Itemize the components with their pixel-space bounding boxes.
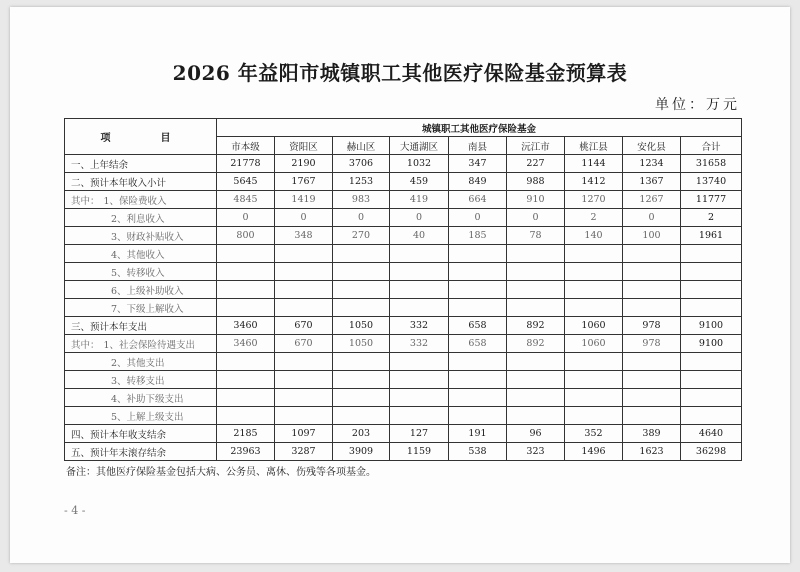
row-label xyxy=(65,227,217,245)
total-cell: 31658 xyxy=(681,155,742,173)
value-cell: 892 xyxy=(507,335,565,353)
value-cell: 1060 xyxy=(565,335,623,353)
value-cell xyxy=(275,407,333,425)
total-cell: 9100 xyxy=(681,335,742,353)
value-cell: 4845 xyxy=(217,191,275,209)
value-cell xyxy=(623,389,681,407)
value-cell: 227 xyxy=(507,155,565,173)
row-label xyxy=(65,389,217,407)
page-title: 2026 年益阳市城镇职工其他医疗保险基金预算表 xyxy=(172,61,628,85)
value-cell: 910 xyxy=(507,191,565,209)
unit-label: 单位：万元 xyxy=(655,97,740,113)
total-cell xyxy=(681,299,742,317)
value-cell: 1050 xyxy=(333,317,390,335)
total-cell xyxy=(681,389,742,407)
total-cell xyxy=(681,407,742,425)
value-cell xyxy=(390,263,449,281)
value-cell: 459 xyxy=(390,173,449,191)
value-cell xyxy=(275,299,333,317)
value-cell: 203 xyxy=(333,425,390,443)
row-label xyxy=(65,155,217,173)
value-cell: 140 xyxy=(565,227,623,245)
value-cell: 978 xyxy=(623,317,681,335)
value-cell xyxy=(565,281,623,299)
value-cell: 1367 xyxy=(623,173,681,191)
total-cell: 11777 xyxy=(681,191,742,209)
value-cell: 0 xyxy=(217,209,275,227)
value-cell xyxy=(275,371,333,389)
value-cell: 0 xyxy=(449,209,507,227)
value-cell: 988 xyxy=(507,173,565,191)
value-cell xyxy=(507,299,565,317)
value-cell: 419 xyxy=(390,191,449,209)
row-name: 2、其他支出 xyxy=(111,357,165,369)
value-cell xyxy=(565,263,623,281)
row-label xyxy=(65,443,217,461)
column-header: 大通湖区 xyxy=(390,137,449,155)
value-cell xyxy=(565,407,623,425)
value-cell xyxy=(507,407,565,425)
value-cell: 658 xyxy=(449,335,507,353)
value-cell: 1097 xyxy=(275,425,333,443)
value-cell: 323 xyxy=(507,443,565,461)
column-header: 合计 xyxy=(681,137,742,155)
value-cell: 332 xyxy=(390,317,449,335)
value-cell xyxy=(275,389,333,407)
table-row xyxy=(65,173,742,191)
value-cell xyxy=(623,245,681,263)
value-cell xyxy=(623,263,681,281)
value-cell: 1496 xyxy=(565,443,623,461)
value-cell: 0 xyxy=(507,209,565,227)
column-header: 桃江县 xyxy=(565,137,623,155)
total-cell: 36298 xyxy=(681,443,742,461)
total-cell: 2 xyxy=(681,209,742,227)
row-name: 一、上年结余 xyxy=(71,159,129,171)
value-cell xyxy=(623,353,681,371)
value-cell xyxy=(217,299,275,317)
value-cell: 664 xyxy=(449,191,507,209)
value-cell xyxy=(333,389,390,407)
value-cell: 0 xyxy=(623,209,681,227)
value-cell: 1267 xyxy=(623,191,681,209)
table-row xyxy=(65,353,742,371)
row-name: 5、上解上级支出 xyxy=(111,411,184,423)
value-cell: 670 xyxy=(275,335,333,353)
table-row xyxy=(65,443,742,461)
value-cell: 1234 xyxy=(623,155,681,173)
value-cell: 3460 xyxy=(217,317,275,335)
value-cell xyxy=(507,281,565,299)
value-cell: 270 xyxy=(333,227,390,245)
table-row xyxy=(65,281,742,299)
value-cell: 21778 xyxy=(217,155,275,173)
value-cell: 23963 xyxy=(217,443,275,461)
value-cell: 191 xyxy=(449,425,507,443)
value-cell xyxy=(507,371,565,389)
total-cell: 4640 xyxy=(681,425,742,443)
value-cell xyxy=(333,299,390,317)
value-cell xyxy=(507,245,565,263)
value-cell: 3909 xyxy=(333,443,390,461)
table-row xyxy=(65,191,742,209)
row-label xyxy=(65,173,217,191)
value-cell: 1060 xyxy=(565,317,623,335)
value-cell xyxy=(623,299,681,317)
table-row xyxy=(65,389,742,407)
column-header: 南县 xyxy=(449,137,507,155)
value-cell: 849 xyxy=(449,173,507,191)
total-cell xyxy=(681,353,742,371)
value-cell xyxy=(333,263,390,281)
value-cell: 389 xyxy=(623,425,681,443)
value-cell: 2190 xyxy=(275,155,333,173)
row-prefix: 其中： xyxy=(71,339,100,351)
value-cell: 1767 xyxy=(275,173,333,191)
value-cell: 1623 xyxy=(623,443,681,461)
column-header: 沅江市 xyxy=(507,137,565,155)
value-cell xyxy=(449,263,507,281)
table-row xyxy=(65,227,742,245)
value-cell xyxy=(565,389,623,407)
value-cell xyxy=(565,353,623,371)
value-cell: 1412 xyxy=(565,173,623,191)
column-header: 赫山区 xyxy=(333,137,390,155)
value-cell: 348 xyxy=(275,227,333,245)
row-label xyxy=(65,263,217,281)
row-label xyxy=(65,245,217,263)
table-row xyxy=(65,209,742,227)
value-cell: 1159 xyxy=(390,443,449,461)
value-cell: 5645 xyxy=(217,173,275,191)
value-cell: 3460 xyxy=(217,335,275,353)
value-cell xyxy=(565,299,623,317)
value-cell: 40 xyxy=(390,227,449,245)
value-cell xyxy=(333,281,390,299)
value-cell: 78 xyxy=(507,227,565,245)
row-name: 2、利息收入 xyxy=(111,213,165,225)
total-cell: 9100 xyxy=(681,317,742,335)
value-cell xyxy=(507,389,565,407)
value-cell xyxy=(507,263,565,281)
table-row xyxy=(65,317,742,335)
total-cell: 13740 xyxy=(681,173,742,191)
value-cell: 892 xyxy=(507,317,565,335)
value-cell xyxy=(449,353,507,371)
value-cell xyxy=(333,245,390,263)
value-cell xyxy=(333,371,390,389)
total-cell xyxy=(681,371,742,389)
total-cell xyxy=(681,281,742,299)
total-cell xyxy=(681,263,742,281)
value-cell: 658 xyxy=(449,317,507,335)
value-cell xyxy=(390,353,449,371)
table-row xyxy=(65,245,742,263)
budget-table xyxy=(64,118,742,461)
row-name: 7、下级上解收入 xyxy=(111,303,184,315)
value-cell xyxy=(449,371,507,389)
value-cell xyxy=(333,353,390,371)
row-label xyxy=(65,425,217,443)
value-cell: 1050 xyxy=(333,335,390,353)
row-name: 3、财政补贴收入 xyxy=(111,231,184,243)
row-prefix: 其中： xyxy=(71,195,100,207)
value-cell: 352 xyxy=(565,425,623,443)
row-label xyxy=(65,317,217,335)
value-cell xyxy=(449,245,507,263)
row-label xyxy=(65,299,217,317)
value-cell xyxy=(449,407,507,425)
value-cell xyxy=(217,353,275,371)
value-cell: 347 xyxy=(449,155,507,173)
value-cell xyxy=(275,281,333,299)
table-row xyxy=(65,299,742,317)
total-cell xyxy=(681,245,742,263)
value-cell xyxy=(449,299,507,317)
row-name: 五、预计年末滚存结余 xyxy=(71,447,167,459)
row-name: 1、保险费收入 xyxy=(103,195,167,207)
value-cell: 3287 xyxy=(275,443,333,461)
row-label xyxy=(65,209,217,227)
value-cell: 0 xyxy=(390,209,449,227)
value-cell xyxy=(449,389,507,407)
row-name: 1、社会保险待遇支出 xyxy=(103,339,196,351)
fund-group-header: 城镇职工其他医疗保险基金 xyxy=(217,119,742,137)
value-cell xyxy=(217,281,275,299)
value-cell xyxy=(565,371,623,389)
value-cell xyxy=(275,263,333,281)
table-row xyxy=(65,263,742,281)
value-cell xyxy=(390,407,449,425)
row-name: 4、其他收入 xyxy=(111,249,165,261)
value-cell: 538 xyxy=(449,443,507,461)
value-cell xyxy=(565,245,623,263)
value-cell: 332 xyxy=(390,335,449,353)
row-name: 6、上级补助收入 xyxy=(111,285,184,297)
value-cell: 1270 xyxy=(565,191,623,209)
value-cell xyxy=(390,245,449,263)
table-row xyxy=(65,155,742,173)
table-row xyxy=(65,335,742,353)
value-cell: 2 xyxy=(565,209,623,227)
row-name: 3、转移支出 xyxy=(111,375,165,387)
value-cell xyxy=(217,389,275,407)
value-cell: 1419 xyxy=(275,191,333,209)
row-label xyxy=(65,353,217,371)
value-cell: 3706 xyxy=(333,155,390,173)
value-cell: 0 xyxy=(275,209,333,227)
value-cell: 185 xyxy=(449,227,507,245)
value-cell: 0 xyxy=(333,209,390,227)
row-label xyxy=(65,371,217,389)
value-cell xyxy=(333,407,390,425)
value-cell: 1253 xyxy=(333,173,390,191)
footnote: 备注：其他医疗保险基金包括大病、公务员、离休、伤残等各项基金。 xyxy=(66,467,376,478)
total-cell: 1961 xyxy=(681,227,742,245)
row-name: 三、预计本年支出 xyxy=(71,321,148,333)
value-cell xyxy=(275,245,333,263)
table-body xyxy=(65,155,742,461)
value-cell: 800 xyxy=(217,227,275,245)
value-cell xyxy=(217,371,275,389)
value-cell: 670 xyxy=(275,317,333,335)
value-cell xyxy=(217,407,275,425)
row-name: 4、补助下级支出 xyxy=(111,393,184,405)
value-cell xyxy=(623,281,681,299)
row-name: 四、预计本年收支结余 xyxy=(71,429,167,441)
row-name: 5、转移收入 xyxy=(111,267,165,279)
value-cell: 100 xyxy=(623,227,681,245)
value-cell xyxy=(275,353,333,371)
value-cell: 1032 xyxy=(390,155,449,173)
table-row xyxy=(65,425,742,443)
value-cell: 2185 xyxy=(217,425,275,443)
value-cell xyxy=(217,263,275,281)
column-header: 资阳区 xyxy=(275,137,333,155)
column-header: 市本级 xyxy=(217,137,275,155)
table-row xyxy=(65,407,742,425)
value-cell xyxy=(390,299,449,317)
value-cell: 978 xyxy=(623,335,681,353)
row-name: 二、预计本年收入小计 xyxy=(71,177,167,189)
value-cell: 1144 xyxy=(565,155,623,173)
value-cell: 127 xyxy=(390,425,449,443)
value-cell xyxy=(390,371,449,389)
value-cell: 983 xyxy=(333,191,390,209)
row-label xyxy=(65,191,217,209)
value-cell: 96 xyxy=(507,425,565,443)
value-cell xyxy=(623,371,681,389)
value-cell xyxy=(390,389,449,407)
table-row xyxy=(65,371,742,389)
page-number: - 4 - xyxy=(64,504,86,517)
value-cell xyxy=(390,281,449,299)
item-column-header: 项 目 xyxy=(65,119,217,155)
column-header: 安化县 xyxy=(623,137,681,155)
row-label xyxy=(65,281,217,299)
value-cell xyxy=(507,353,565,371)
value-cell xyxy=(449,281,507,299)
row-label xyxy=(65,407,217,425)
value-cell xyxy=(217,245,275,263)
row-label xyxy=(65,335,217,353)
value-cell xyxy=(623,407,681,425)
